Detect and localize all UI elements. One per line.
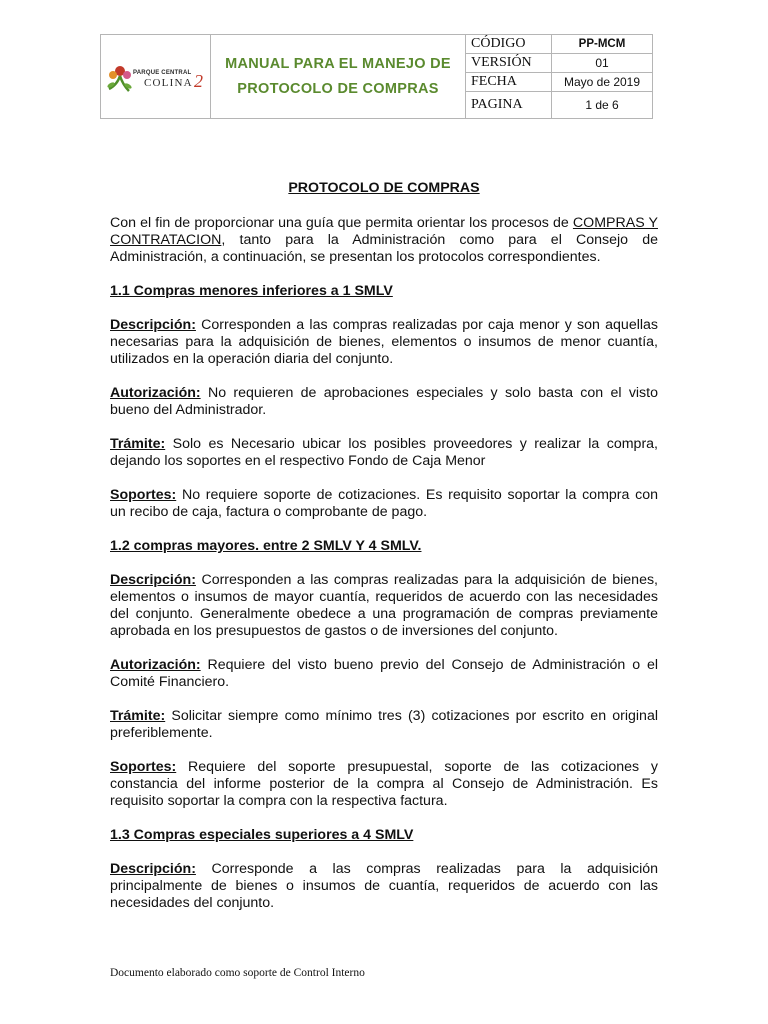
item-label: Soportes: <box>110 759 177 775</box>
item-label: Trámite: <box>110 708 166 724</box>
section-1-2-autorizacion <box>110 657 658 691</box>
intro-underlined-text: COMPRAS Y CONTRATACION <box>110 215 658 248</box>
version-value: 01 <box>552 54 653 73</box>
item-label: Descripción: <box>110 317 196 333</box>
item-label: Trámite: <box>110 436 166 452</box>
section-1-2-tramite <box>110 708 658 742</box>
manual-title-line2: PROTOCOLO DE COMPRAS <box>237 80 439 97</box>
item-text: Solicitar siempre como mínimo tres (3) cotizaciones por escrito en original preferiblemente. <box>110 708 658 741</box>
item-label: Descripción: <box>110 572 196 588</box>
page-footer: Documento elaborado como soporte de Control Interno <box>110 967 365 979</box>
section-1-1-soportes <box>110 487 658 521</box>
logo-text-line2: COLINA <box>144 77 193 89</box>
codigo-value: PP-MCM <box>552 35 653 54</box>
section-1-3-descripcion <box>110 861 658 912</box>
item-label: Autorización: <box>110 657 201 673</box>
item-text: Corresponde a las compras realizadas para la adquisición principalmente de bienes o insumos de cuantía, requeridos de acuerdo con las necesidades del conjunto. <box>110 861 658 911</box>
section-1-1-autorizacion <box>110 385 658 419</box>
section-heading-1-2: 1.2 compras mayores. entre 2 SMLV Y 4 SMLV. <box>110 538 422 554</box>
manual-title-line1: MANUAL PARA EL MANEJO DE <box>225 55 451 72</box>
item-text: No requiere soporte de cotizaciones. Es requisito soportar la compra con un recibo de caja, factura o comprobante de pago. <box>110 487 658 520</box>
item-text: No requieren de aprobaciones especiales y solo basta con el visto bueno del Administrador. <box>110 385 658 418</box>
pagina-label: PAGINA <box>466 92 552 119</box>
document-body <box>110 180 658 929</box>
section-1-1-descripcion <box>110 317 658 368</box>
intro-text-after: , tanto para la Administración como para el Consejo de Administración, a continuación, se presentan los protocolos correspondientes. <box>110 232 658 265</box>
item-text: Requiere del soporte presupuestal, soporte de las cotizaciones y constancia del informe posterior de la compra al Consejo de Administración. Es requisito soportar la compra con la respectiva factura. <box>110 759 658 809</box>
item-label: Soportes: <box>110 487 177 503</box>
flower-logo-icon <box>105 61 135 95</box>
parque-central-colina-logo <box>101 35 210 118</box>
section-heading-1-1: 1.1 Compras menores inferiores a 1 SMLV <box>110 283 393 299</box>
fecha-label: FECHA <box>466 73 552 92</box>
section-heading-1-3: 1.3 Compras especiales superiores a 4 SMLV <box>110 827 414 843</box>
item-text: Solo es Necesario ubicar los posibles proveedores y realizar la compra, dejando los soportes en el respectivo Fondo de Caja Menor <box>110 436 658 469</box>
document-header-table <box>100 34 653 119</box>
fecha-value: Mayo de 2019 <box>552 73 653 92</box>
item-label: Autorización: <box>110 385 201 401</box>
intro-text-before: Con el fin de proporcionar una guía que permita orientar los procesos de <box>110 215 573 231</box>
version-label: VERSIÓN <box>466 54 552 73</box>
item-text: Requiere del visto bueno previo del Consejo de Administración o el Comité Financiero. <box>110 657 658 690</box>
section-1-1-tramite <box>110 436 658 470</box>
manual-title <box>211 35 466 119</box>
section-1-2-descripcion <box>110 572 658 640</box>
pagina-value: 1 de 6 <box>552 92 653 119</box>
logo-number: 2 <box>194 71 203 91</box>
document-title: PROTOCOLO DE COMPRAS <box>288 180 480 196</box>
logo-text-line1: PARQUE CENTRAL <box>133 70 192 76</box>
section-1-2-soportes <box>110 759 658 810</box>
intro-paragraph <box>110 215 658 266</box>
logo-cell <box>101 35 211 119</box>
item-label: Descripción: <box>110 861 196 877</box>
item-text: Corresponden a las compras realizadas para la adquisición de bienes, elementos o insumos de mayor cuantía, requeridos de acuerdo con las necesidades del conjunto. Generalmente obedece a una programación de compras previamente aprobada en los presupuestos de gastos o de inversiones del conjunto. <box>110 572 658 639</box>
codigo-label: CÓDIGO <box>466 35 552 54</box>
item-text: Corresponden a las compras realizadas por caja menor y son aquellas necesarias para la adquisición de bienes, elementos o insumos de menor cuantía, utilizados en la operación diaria del conjunto. <box>110 317 658 367</box>
